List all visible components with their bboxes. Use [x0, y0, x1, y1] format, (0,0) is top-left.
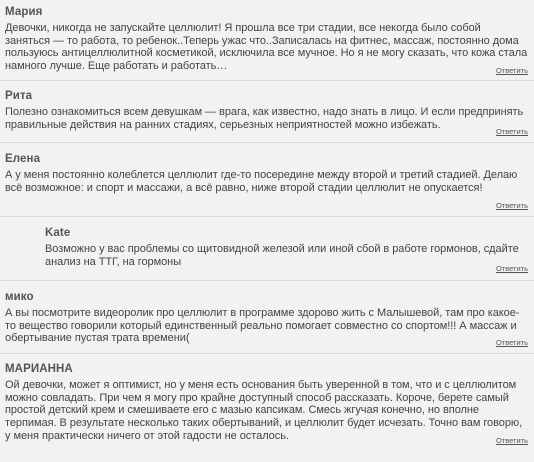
comment-item — [0, 4, 534, 73]
comment-text: Ой девочки, может я оптимист, но у меня есть основания быть уверенной в том, что и с целлюлитом можно совладать. При чем я могу про крайне доступный способ рассказать. Короче, берете самый простой детский крем и смешиваете его с мазью капсикам. Смесь жгучая конечно, но вполне терпимая. В результате несколько таких обертываний, и целлюлит будет исчезать. Точно вам говорю, у меня практически ничего от этой гадости не осталось. — [5, 379, 523, 442]
reply-link[interactable]: Ответить — [495, 338, 528, 347]
comment-item — [0, 361, 534, 443]
reply-link[interactable]: Ответить — [495, 201, 528, 210]
comment-divider — [0, 142, 534, 143]
comment-author: Елена — [5, 153, 41, 165]
comment-author: Kate — [45, 227, 71, 239]
comment-divider — [0, 216, 534, 217]
comment-text: Возможно у вас проблемы со щитовидной железой или иной сбой в работе гормонов, сдайте анализ на ТТГ, на гормоны — [45, 243, 519, 268]
comment-item — [0, 88, 534, 131]
comment-author: Рита — [5, 90, 33, 102]
comment-author: МАРИАННА — [5, 363, 73, 375]
reply-link[interactable]: Ответить — [495, 66, 528, 75]
comment-divider — [0, 353, 534, 354]
comment-divider — [0, 80, 534, 81]
comment-author: мико — [5, 291, 34, 303]
comment-text: А вы посмотрите видеоролик про целлюлит в программе здорово жить с Малышевой, там про какое-то вещество говорили который единственный реально помогает совместно со спортом!!! А массаж и обертывание пустая трата времени( — [5, 307, 520, 345]
comment-text: Девочки, никогда не запускайте целлюлит! Я прошла все три стадии, все некогда было собой заняться — то работа, то ребенок..Теперь ужас что..Записалась на фитнес, массаж, постоянно дома пользуюсь антицеллюлитной косметикой, исключила все мучное. Но я не могу сказать, что кожа стала намного лучше. Еще работать и работать… — [5, 22, 528, 73]
comment-item-reply — [0, 225, 534, 268]
reply-link[interactable]: Ответить — [495, 264, 528, 273]
reply-link[interactable]: Ответить — [495, 127, 528, 136]
comment-text: А у меня постоянно колеблется целлюлит где-то посередине между второй и третий стадией. Делаю всё возможное: и спорт и массажи, а всё равно, ниже второй стадии целлюлит не опускается! — [5, 169, 518, 194]
comment-divider — [0, 280, 534, 281]
comment-item — [0, 289, 534, 345]
comment-item — [0, 151, 534, 194]
comment-text: Полезно ознакомиться всем девушкам — врага, как известно, надо знать в лицо. И если предпринять правильные действия на ранних стадиях, серьезных неприятностей можно избежать. — [5, 106, 524, 131]
reply-link[interactable]: Ответить — [495, 436, 528, 445]
comment-author: Мария — [5, 6, 43, 18]
